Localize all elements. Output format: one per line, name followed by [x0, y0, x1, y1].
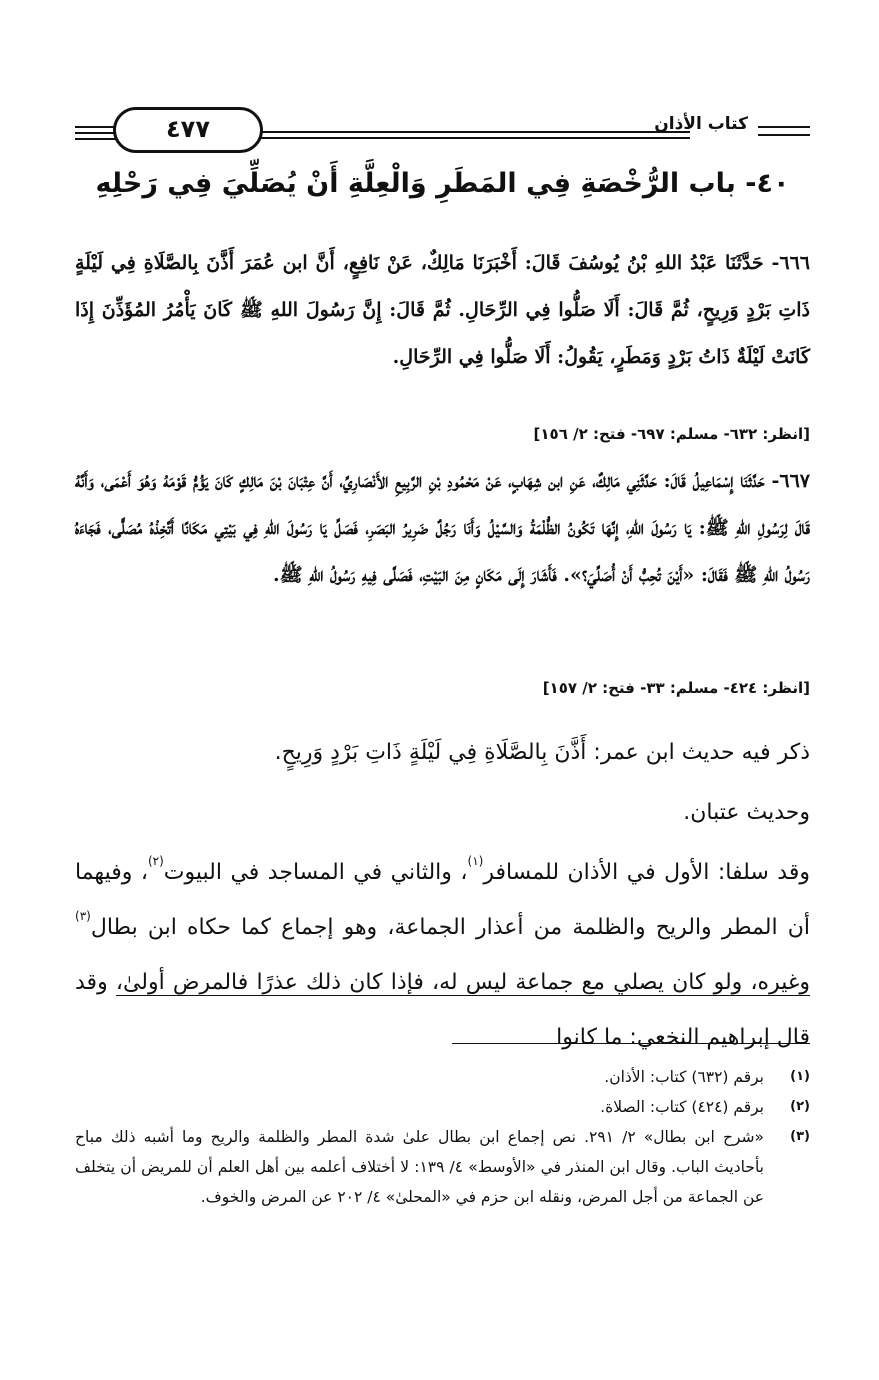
- footnote-text: «شرح ابن بطال» ٢/ ٢٩١. نص إجماع ابن بطال علىٰ شدة المطر والظلمة والريح وما أشبه ذلك مباح بأحاديث الباب. وقال ابن المنذر في «الأوسط» ٤/ ١٣٩: لا أختلاف أعلمه بين أهل العلم أن للمريض أن يتخلف عن الجماعة من أجل المرض، ونقله ابن حزم في «المحلىٰ» ٤/ ٢٠٢ عن المرض والخوف.: [75, 1128, 764, 1206]
- hadith-667: [75, 458, 810, 599]
- commentary-text: وقد قال إبراهيم النخعي: ما كانوا: [75, 970, 810, 1050]
- footnote-item: [75, 1092, 810, 1122]
- footnotes: [75, 1062, 810, 1212]
- footnote-text: برقم (٦٣٢) كتاب: الأذان.: [604, 1068, 764, 1086]
- header-rule: [75, 126, 115, 128]
- footnote-number: (٢): [790, 1099, 810, 1114]
- commentary-text: وقد سلفا: الأول في الأذان للمسافر: [483, 860, 810, 885]
- header-rule: [261, 137, 690, 139]
- footnote-separator: [452, 1043, 810, 1044]
- footnote-number: (١): [790, 1069, 810, 1084]
- hadith-667-reference: [انظر: ٤٢٤- مسلم: ٣٣- فتح: ٢/ ١٥٧]: [542, 679, 810, 697]
- book-title: كتاب الأذان: [654, 114, 748, 134]
- hadith-text: ٦٦٧- حَدَّثَنَا إِسْمَاعِيلُ قَالَ: حَدَّثَنِي مَالِكٌ، عَنِ ابن شِهَابٍ، عَنْ مَحْمُودِ بْنِ الرَّبِيعِ الأَنْصَارِيِّ، أَنَّ عِتْبَانَ بْنَ مَالِكٍ كَانَ يَؤُمُّ قَوْمَهُ وَهُوَ أَعْمَى، وَأَنَّهُ قَالَ لِرَسُولِ اللهِ ﷺ: يَا رَسُولَ اللهِ، إِنَّهَا تَكُونُ الظُّلْمَةُ وَالسَّيْلُ وَأَنَا رَجُلٌ ضَرِيرُ البَصَرِ، فَصَلِّ يَا رَسُولَ اللهِ فِي بَيْتِي مَكَانًا أَتَّخِذْهُ مُصَلًّى، فَجَاءَهُ رَسُولُ اللهِ ﷺ فَقَالَ: «أَيْنَ تُحِبُّ أَنْ أُصَلِّيَ؟». فَأَشَارَ إِلَى مَكَانٍ مِنَ البَيْتِ، فَصَلَّى فِيهِ رَسُولُ اللهِ ﷺ.: [75, 470, 810, 586]
- commentary-text: ، وفيهما أن المطر والريح والظلمة من أعذار الجماعة، وهو إجماع كما حكاه ابن بطال: [75, 860, 810, 940]
- hadith-666: [75, 240, 810, 381]
- commentary-paragraph: وحديث عتبان.: [683, 800, 810, 825]
- footnote-marker[interactable]: (١): [467, 854, 484, 868]
- footnote-number: (٣): [790, 1129, 810, 1144]
- header-rule: [75, 138, 115, 140]
- page-number: ٤٧٧: [113, 107, 263, 153]
- header-rule: [758, 126, 810, 128]
- footnote-item: [75, 1062, 810, 1092]
- commentary-paragraph: ذكر فيه حديث ابن عمر: أَذَّنَ بِالصَّلَاةِ فِي لَيْلَةٍ ذَاتِ بَرْدٍ وَرِيحٍ.: [274, 740, 810, 765]
- commentary-text: وغيره، ولو كان يصلي مع جماعة ليس له، فإذا كان ذلك عذرًا فالمرض أولىٰ،: [115, 970, 810, 995]
- page-header: [75, 104, 810, 154]
- hadith-666-reference: [انظر: ٦٣٢- مسلم: ٦٩٧- فتح: ٢/ ١٥٦]: [533, 425, 810, 443]
- footnote-text: برقم (٤٢٤) كتاب: الصلاة.: [600, 1098, 764, 1116]
- header-rule: [758, 134, 810, 136]
- commentary-text: ، والثاني في المساجد في البيوت: [163, 860, 468, 885]
- chapter-title: ٤٠- باب الرُّخْصَةِ فِي المَطَرِ وَالْعِلَّةِ أَنْ يُصَلِّيَ فِي رَحْلِهِ: [95, 168, 790, 199]
- footnote-marker[interactable]: (٣): [75, 909, 91, 923]
- commentary-paragraph: [75, 845, 810, 1065]
- hadith-text: ٦٦٦- حَدَّثَنَا عَبْدُ اللهِ بْنُ يُوسُفَ قَالَ: أَخْبَرَنَا مَالِكٌ، عَنْ نَافِعٍ، أَنَّ ابن عُمَرَ أَذَّنَ بِالصَّلَاةِ فِي لَيْلَةٍ ذَاتِ بَرْدٍ وَرِيحٍ، ثُمَّ قَالَ: أَلَا صَلُّوا فِي الرِّحَالِ. ثُمَّ قَالَ: إِنَّ رَسُولَ اللهِ ﷺ كَانَ يَأْمُرُ المُؤَذِّنَ إِذَا كَانَتْ لَيْلَةٌ ذَاتُ بَرْدٍ وَمَطَرٍ، يَقُولُ: أَلَا صَلُّوا فِي الرِّحَالِ.: [75, 252, 810, 368]
- header-rule: [75, 132, 115, 134]
- footnote-marker[interactable]: (٢): [147, 854, 164, 868]
- footnote-item: [75, 1122, 810, 1212]
- header-rule: [261, 131, 690, 133]
